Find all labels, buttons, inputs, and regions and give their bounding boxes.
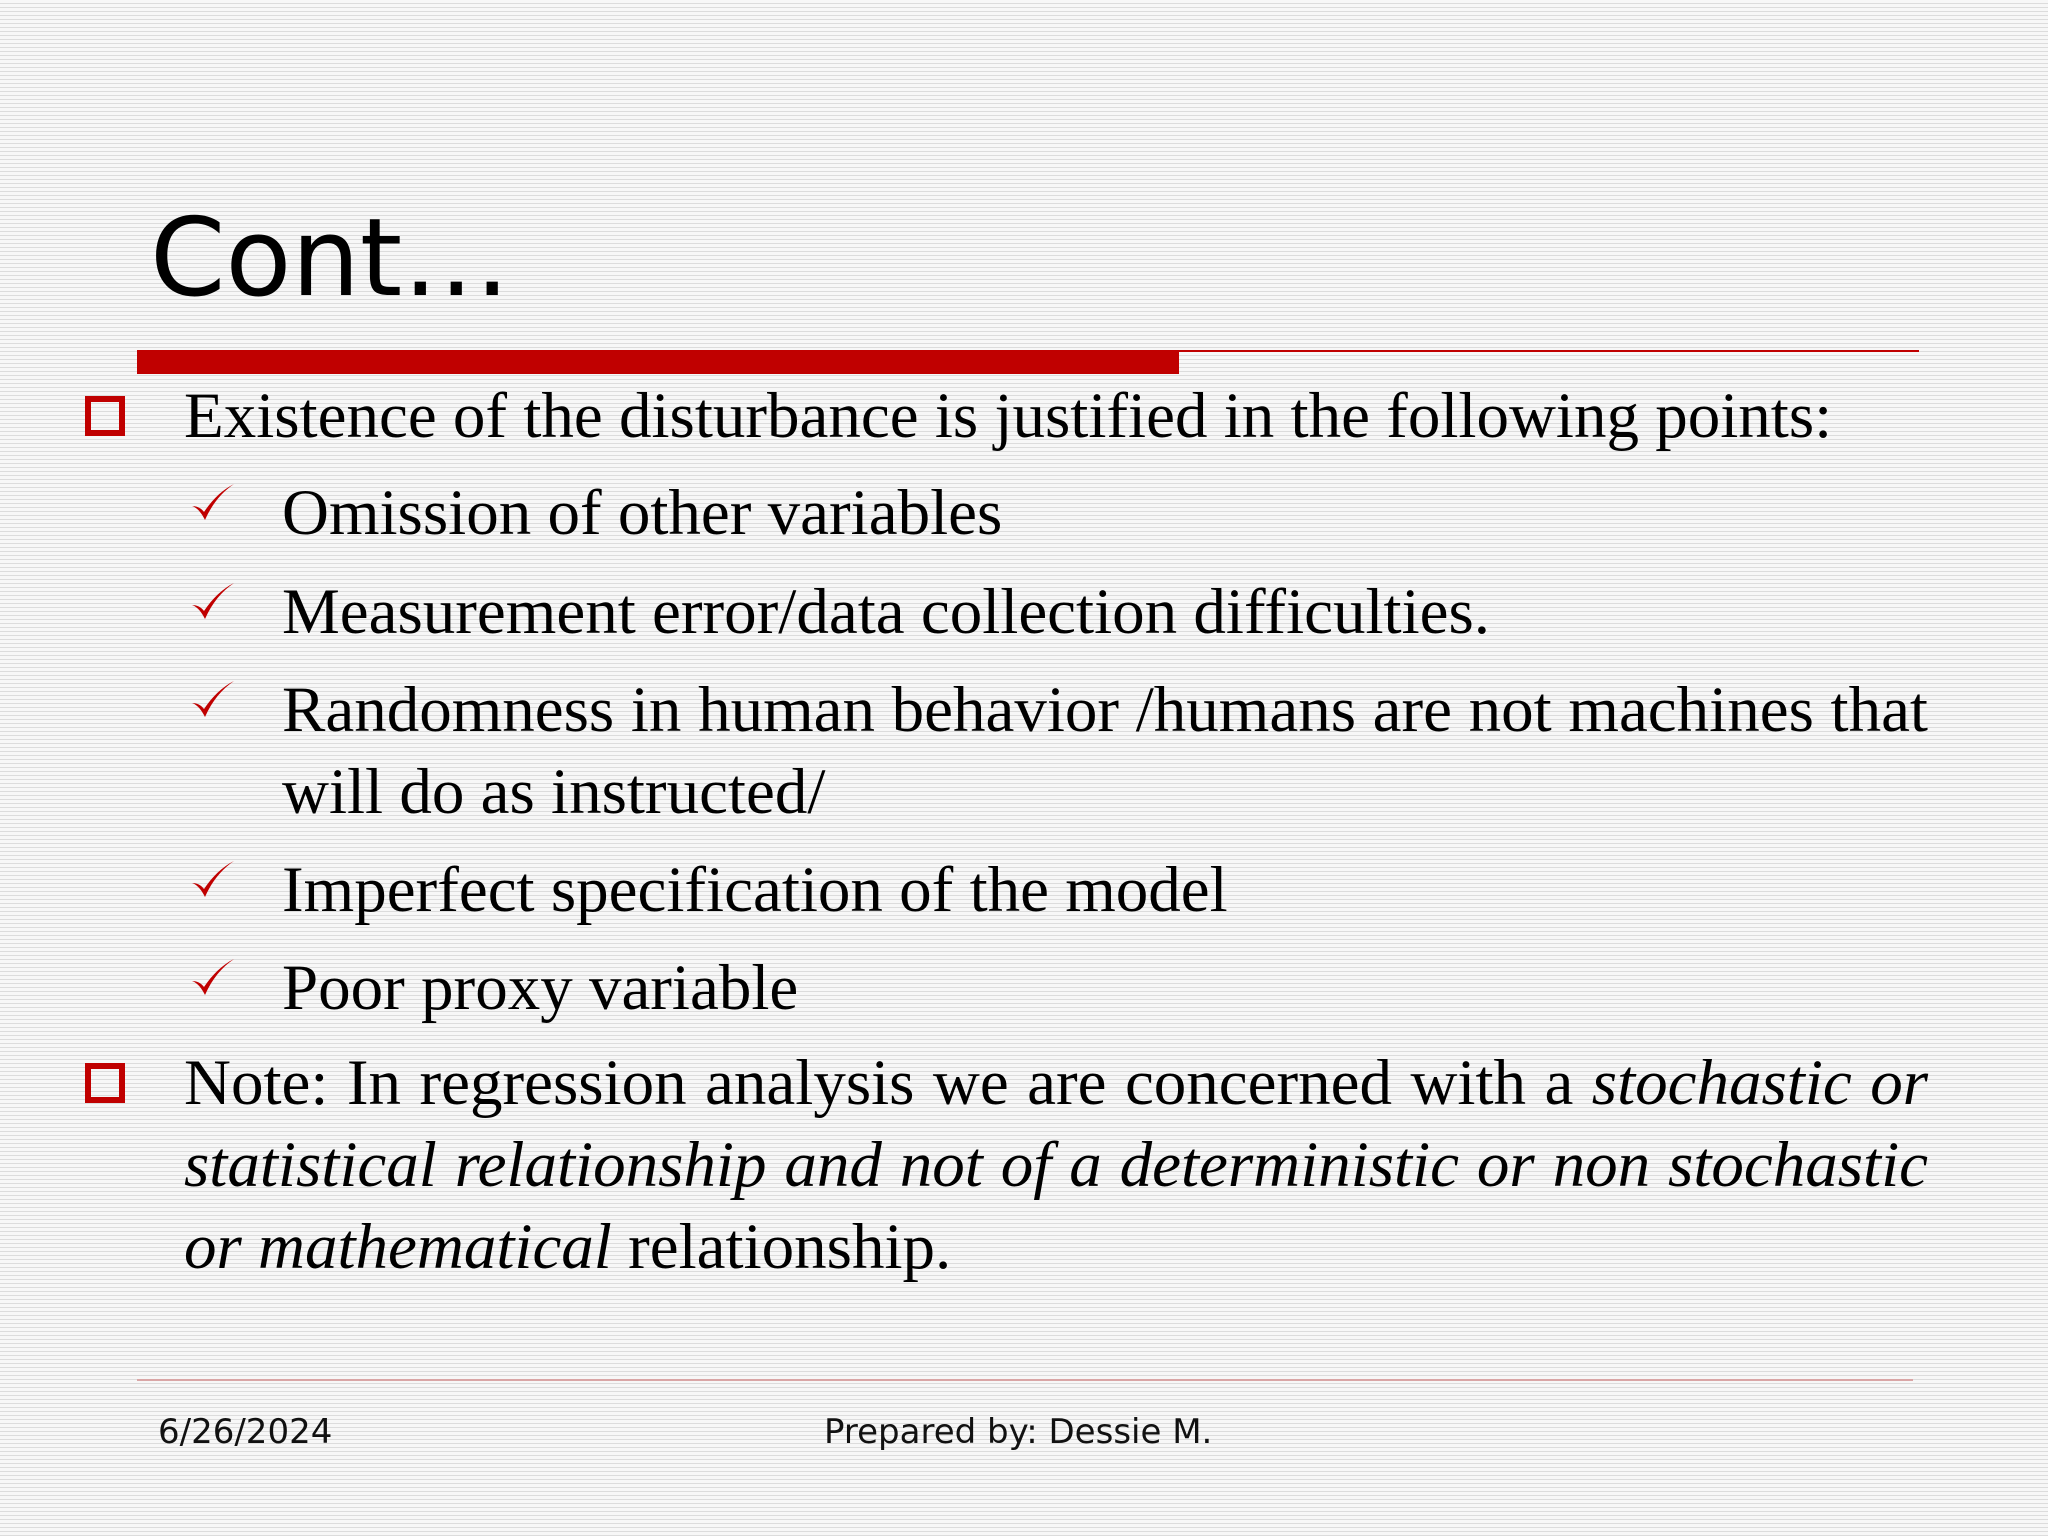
note-italic: stochastic or statistical relationship and not of a deterministic or non stochastic or mathematical bbox=[184, 1047, 1928, 1283]
checkmark-icon bbox=[188, 857, 236, 905]
bullet-text: Existence of the disturbance is justified in the following points: bbox=[184, 380, 1833, 452]
sub-item-text: Imperfect specification of the model bbox=[282, 854, 1228, 926]
sub-item-text: Randomness in human behavior /humans are not machines that will do as instructed/ bbox=[282, 674, 1928, 828]
sub-item-text: Measurement error/data collection difficulties. bbox=[282, 576, 1491, 648]
checkmark-icon bbox=[188, 677, 236, 725]
square-bullet-icon bbox=[85, 396, 125, 436]
footer-date: 6/26/2024 bbox=[158, 1412, 333, 1452]
checkmark-icon bbox=[188, 480, 236, 528]
footer-divider bbox=[137, 1379, 1913, 1381]
sub-item-text: Omission of other variables bbox=[282, 477, 1003, 549]
slide-title: Cont… bbox=[150, 196, 511, 321]
sub-item-text: Poor proxy variable bbox=[282, 952, 799, 1024]
note-lead: Note: In regression analysis we are concerned with a bbox=[184, 1047, 1592, 1119]
footer-author: Prepared by: Dessie M. bbox=[824, 1412, 1213, 1452]
checkmark-icon bbox=[188, 579, 236, 627]
note-text bbox=[184, 1042, 1928, 1288]
checkmark-icon bbox=[188, 955, 236, 1003]
square-bullet-icon bbox=[85, 1063, 125, 1103]
note-tail: relationship. bbox=[611, 1211, 952, 1283]
